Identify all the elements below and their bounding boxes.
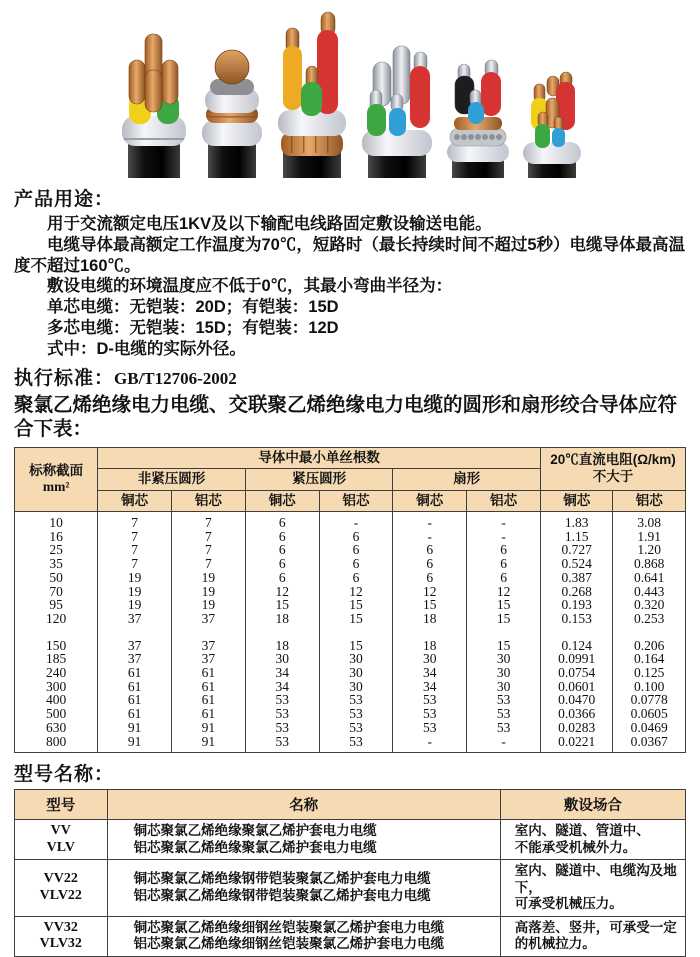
conductor-cell: 800	[15, 735, 98, 753]
conductor-cell: 53	[393, 693, 467, 707]
nominal-section-label: 标称截面	[29, 462, 84, 478]
conductor-row	[15, 639, 686, 653]
model-header-row	[15, 790, 686, 820]
conductor-cell: -	[467, 511, 541, 529]
conductor-cell: 15	[319, 612, 393, 626]
row-group-spacer	[15, 626, 686, 639]
conductor-cell: 19	[172, 571, 246, 585]
col-header-dc-resistance	[540, 447, 685, 490]
conductor-header-row-3	[15, 490, 686, 511]
conductor-row	[15, 530, 686, 544]
conductor-cell: 53	[245, 693, 319, 707]
conductor-cell: 6	[393, 571, 467, 585]
cable-photo-3	[271, 10, 353, 178]
conductor-cell: 53	[393, 721, 467, 735]
usage-paragraph-3: 敷设电缆的环境温度应不低于0℃，其最小弯曲半径为：	[47, 277, 453, 296]
conductor-row	[15, 735, 686, 753]
conductor-cell: 0.0778	[613, 693, 686, 707]
usage-paragraph-6: 式中：D-电缆的实际外径。	[47, 339, 246, 358]
col-header-nominal-section	[15, 447, 98, 511]
conductor-cell: 0.524	[540, 557, 612, 571]
conductor-cell: 34	[245, 666, 319, 680]
model-name: 铝芯聚氯乙烯绝缘钢带铠装聚氯乙烯护套电力电缆	[133, 887, 431, 903]
col-header-copper-core: 铜芯	[540, 490, 612, 511]
model-name-cell	[107, 820, 500, 860]
conductor-cell: 0.0470	[540, 693, 612, 707]
conductor-cell: 19	[172, 598, 246, 612]
model-name: 铜芯聚氯乙烯绝缘钢带铠装聚氯乙烯护套电力电缆	[133, 871, 431, 887]
conductor-cell: 37	[172, 612, 246, 626]
conductor-row	[15, 680, 686, 694]
conductor-cell: 34	[393, 680, 467, 694]
laying-context: 室内、隧道中、电缆沟及地下，	[514, 863, 677, 895]
dc-resistance-line2: 不大于	[592, 468, 634, 484]
conductor-cell: 6	[245, 571, 319, 585]
cable-photo-1	[115, 30, 193, 178]
conductor-cell: 0.0366	[540, 707, 612, 721]
model-code: VV32	[43, 919, 78, 935]
conductor-cell: 1.20	[613, 543, 686, 557]
conductor-cell: 37	[172, 652, 246, 666]
conductor-cell: -	[393, 735, 467, 753]
conductor-cell: 35	[15, 557, 98, 571]
models-title: 型号名称：	[14, 764, 115, 786]
model-row	[15, 916, 686, 956]
conductor-cell: -	[467, 530, 541, 544]
model-code: VV22	[43, 871, 78, 887]
conductor-row	[15, 585, 686, 599]
model-name-cell	[107, 860, 500, 917]
conductor-cell: 16	[15, 530, 98, 544]
conductor-row	[15, 557, 686, 571]
conductor-cell: 12	[319, 585, 393, 599]
laying-context: 高落差、竖井，可承受一定	[514, 919, 677, 935]
col-header-sector: 扇形	[393, 469, 541, 490]
conductor-row	[15, 571, 686, 585]
conductor-cell: 240	[15, 666, 98, 680]
conductor-cell: 53	[467, 721, 541, 735]
conductor-cell: 53	[467, 707, 541, 721]
conductor-header-row-1	[15, 447, 686, 468]
conductor-cell: 0.0283	[540, 721, 612, 735]
laying-context: 的机械拉力。	[514, 936, 596, 952]
laying-context: 可承受机械压力。	[514, 896, 623, 912]
conductor-cell: 1.91	[613, 530, 686, 544]
conductor-cell: 0.164	[613, 652, 686, 666]
conductor-cell: 37	[172, 639, 246, 653]
conductor-cell: 91	[98, 721, 172, 735]
conductor-cell: 3.08	[613, 511, 686, 529]
conductor-cell: 15	[467, 639, 541, 653]
conductor-cell: 0.727	[540, 543, 612, 557]
conductor-cell: 12	[393, 585, 467, 599]
col-header-copper-core: 铜芯	[245, 490, 319, 511]
conductor-cell: 10	[15, 511, 98, 529]
conductor-cell: 7	[172, 557, 246, 571]
conductor-cell: 30	[245, 652, 319, 666]
model-col-name: 名称	[107, 790, 500, 820]
model-code: VV	[50, 823, 71, 839]
conductor-cell: 15	[319, 639, 393, 653]
conductor-cell: 53	[319, 735, 393, 753]
usage-paragraph-2: 电缆导体最高额定工作温度为70℃，短路时（最长持续时间不超过5秒）电缆导体最高温度不超过160℃。	[14, 235, 686, 275]
conductor-row	[15, 666, 686, 680]
conductor-cell: 0.0605	[613, 707, 686, 721]
conductor-cell: 6	[467, 543, 541, 557]
conductor-cell: 61	[98, 680, 172, 694]
col-header-aluminum-core: 铝芯	[467, 490, 541, 511]
model-table	[14, 789, 686, 957]
conductor-cell: 53	[467, 693, 541, 707]
conductor-cell: 300	[15, 680, 98, 694]
conductor-cell: 7	[172, 530, 246, 544]
cable-photo-5	[441, 60, 515, 178]
conductor-cell: 400	[15, 693, 98, 707]
usage-title: 产品用途：	[14, 189, 115, 210]
conductor-cell: 19	[98, 598, 172, 612]
conductor-row	[15, 598, 686, 612]
conductor-cell: 19	[172, 585, 246, 599]
conductor-table-intro: 聚氯乙烯绝缘电力电缆、交联聚乙烯绝缘电力电缆的圆形和扇形绞合导体应符合下表：	[14, 393, 678, 440]
conductor-cell: 6	[467, 557, 541, 571]
conductor-cell: 6	[245, 511, 319, 529]
conductor-cell: 30	[319, 680, 393, 694]
nominal-section-unit: mm²	[42, 479, 70, 495]
conductor-cell: 30	[319, 652, 393, 666]
usage-paragraph-1: 用于交流额定电压1KV及以下输配电线路固定敷设输送电能。	[47, 215, 492, 233]
conductor-cell: 95	[15, 598, 98, 612]
conductor-cell: 6	[245, 543, 319, 557]
conductor-cell: 53	[245, 735, 319, 753]
conductor-cell: 6	[319, 530, 393, 544]
conductor-cell: -	[467, 735, 541, 753]
conductor-cell: 6	[245, 557, 319, 571]
model-code: VLV	[46, 839, 75, 855]
conductor-cell: 18	[393, 612, 467, 626]
cable-photo-6	[518, 72, 586, 178]
model-row	[15, 860, 686, 917]
conductor-cell: 0.0754	[540, 666, 612, 680]
col-header-strand-count: 导体中最小单丝根数	[98, 447, 541, 468]
conductor-cell: 0.868	[613, 557, 686, 571]
usage-paragraph-4: 单芯电缆：无铠装：20D；有铠装：15D	[47, 298, 339, 317]
model-table-body	[15, 820, 686, 957]
conductor-cell: 0.153	[540, 612, 612, 626]
conductor-cell: 0.0221	[540, 735, 612, 753]
conductor-cell: 19	[98, 571, 172, 585]
conductor-cell: 61	[98, 693, 172, 707]
model-code-cell	[15, 860, 108, 917]
conductor-cell: 30	[467, 666, 541, 680]
conductor-cell: 0.0601	[540, 680, 612, 694]
conductor-cell: 1.83	[540, 511, 612, 529]
conductor-cell: 53	[393, 707, 467, 721]
conductor-cell: 0.125	[613, 666, 686, 680]
conductor-cell: 0.206	[613, 639, 686, 653]
conductor-cell: 15	[319, 598, 393, 612]
conductor-cell: 70	[15, 585, 98, 599]
model-name: 铜芯聚氯乙烯绝缘聚氯乙烯护套电力电缆	[133, 823, 377, 839]
conductor-cell: 30	[467, 680, 541, 694]
cable-photo-2	[196, 46, 268, 178]
conductor-cell: 6	[319, 571, 393, 585]
col-header-aluminum-core: 铝芯	[319, 490, 393, 511]
conductor-row	[15, 652, 686, 666]
conductor-cell: -	[393, 530, 467, 544]
conductor-cell: 34	[393, 666, 467, 680]
model-code: VLV32	[39, 936, 82, 952]
conductor-cell: 0.641	[613, 571, 686, 585]
conductor-cell: 53	[319, 707, 393, 721]
conductor-cell: 7	[98, 557, 172, 571]
conductor-cell: 6	[393, 557, 467, 571]
cable-photo-4	[356, 42, 438, 178]
conductor-cell: 1.15	[540, 530, 612, 544]
conductor-cell: 91	[98, 735, 172, 753]
conductor-cell: 0.0469	[613, 721, 686, 735]
conductor-cell: 50	[15, 571, 98, 585]
laying-context-cell	[500, 860, 685, 917]
conductor-cell: 15	[245, 598, 319, 612]
conductor-cell: -	[319, 511, 393, 529]
conductor-cell: 19	[98, 585, 172, 599]
conductor-cell: 630	[15, 721, 98, 735]
conductor-cell: 6	[467, 571, 541, 585]
conductor-cell: 61	[98, 666, 172, 680]
standard-label: 执行标准：	[14, 367, 115, 389]
laying-context: 室内、隧道、管道中、	[514, 823, 650, 839]
conductor-cell: 12	[245, 585, 319, 599]
conductor-row	[15, 693, 686, 707]
conductor-cell: 61	[172, 693, 246, 707]
conductor-cell: 150	[15, 639, 98, 653]
conductor-cell: 53	[319, 721, 393, 735]
model-code-cell	[15, 820, 108, 860]
conductor-cell: 30	[467, 652, 541, 666]
conductor-cell: 53	[245, 721, 319, 735]
conductor-cell: 12	[467, 585, 541, 599]
conductor-row	[15, 707, 686, 721]
conductor-cell: 0.320	[613, 598, 686, 612]
laying-context-cell	[500, 916, 685, 956]
model-col-type: 型号	[15, 790, 108, 820]
conductor-table-body	[15, 511, 686, 752]
conductor-cell: 53	[245, 707, 319, 721]
laying-context-cell	[500, 820, 685, 860]
conductor-cell: 53	[319, 693, 393, 707]
col-header-noncompacted-round: 非紧压圆形	[98, 469, 246, 490]
conductor-cell: 30	[319, 666, 393, 680]
conductor-cell: 18	[393, 639, 467, 653]
conductor-cell: 7	[98, 543, 172, 557]
col-header-compacted-round: 紧压圆形	[245, 469, 393, 490]
conductor-cell: 91	[172, 735, 246, 753]
conductor-cell: 120	[15, 612, 98, 626]
model-code-cell	[15, 916, 108, 956]
standard-value: GB/T12706-2002	[114, 368, 237, 388]
conductor-cell: 0.387	[540, 571, 612, 585]
conductor-cell: 7	[172, 543, 246, 557]
conductor-cell: 61	[172, 707, 246, 721]
conductor-cell: 61	[172, 680, 246, 694]
conductor-cell: -	[393, 511, 467, 529]
conductor-cell: 0.253	[613, 612, 686, 626]
model-name: 铝芯聚氯乙烯绝缘聚氯乙烯护套电力电缆	[133, 839, 377, 855]
conductor-cell: 0.0367	[613, 735, 686, 753]
conductor-cell: 0.193	[540, 598, 612, 612]
conductor-cell: 37	[98, 652, 172, 666]
conductor-cell: 0.124	[540, 639, 612, 653]
col-header-aluminum-core: 铝芯	[613, 490, 686, 511]
standard-line	[14, 363, 686, 390]
conductor-cell: 500	[15, 707, 98, 721]
conductor-cell: 61	[98, 707, 172, 721]
model-code: VLV22	[39, 887, 82, 903]
conductor-cell: 0.0991	[540, 652, 612, 666]
model-col-place: 敷设场合	[500, 790, 685, 820]
conductor-cell: 37	[98, 612, 172, 626]
conductor-table	[14, 447, 686, 754]
model-name-cell	[107, 916, 500, 956]
conductor-cell: 0.268	[540, 585, 612, 599]
usage-paragraph-5: 多芯电缆：无铠装：15D；有铠装：12D	[47, 318, 339, 337]
conductor-cell: 34	[245, 680, 319, 694]
conductor-cell: 185	[15, 652, 98, 666]
conductor-cell: 6	[319, 543, 393, 557]
conductor-row	[15, 612, 686, 626]
col-header-aluminum-core: 铝芯	[172, 490, 246, 511]
dc-resistance-line1: 20℃直流电阻(Ω/km)	[550, 452, 676, 468]
cable-photos	[14, 0, 686, 178]
conductor-cell: 15	[393, 598, 467, 612]
col-header-copper-core: 铜芯	[393, 490, 467, 511]
conductor-cell: 61	[172, 666, 246, 680]
conductor-cell: 18	[245, 612, 319, 626]
laying-context: 不能承受机械外力。	[514, 839, 637, 855]
conductor-cell: 6	[393, 543, 467, 557]
conductor-cell: 7	[172, 511, 246, 529]
conductor-cell: 0.443	[613, 585, 686, 599]
model-name: 铝芯聚氯乙烯绝缘细钢丝铠装聚氯乙烯护套电力电缆	[133, 936, 445, 952]
conductor-cell: 6	[245, 530, 319, 544]
conductor-row	[15, 543, 686, 557]
conductor-cell: 15	[467, 598, 541, 612]
conductor-row	[15, 721, 686, 735]
conductor-cell: 37	[98, 639, 172, 653]
col-header-copper-core: 铜芯	[98, 490, 172, 511]
conductor-cell: 7	[98, 530, 172, 544]
conductor-cell: 25	[15, 543, 98, 557]
model-row	[15, 820, 686, 860]
conductor-cell: 0.100	[613, 680, 686, 694]
conductor-cell: 15	[467, 612, 541, 626]
model-name: 铜芯聚氯乙烯绝缘细钢丝铠装聚氯乙烯护套电力电缆	[133, 919, 445, 935]
conductor-cell: 6	[319, 557, 393, 571]
conductor-cell: 91	[172, 721, 246, 735]
conductor-cell: 30	[393, 652, 467, 666]
conductor-row	[15, 511, 686, 529]
conductor-cell: 18	[245, 639, 319, 653]
conductor-cell: 7	[98, 511, 172, 529]
